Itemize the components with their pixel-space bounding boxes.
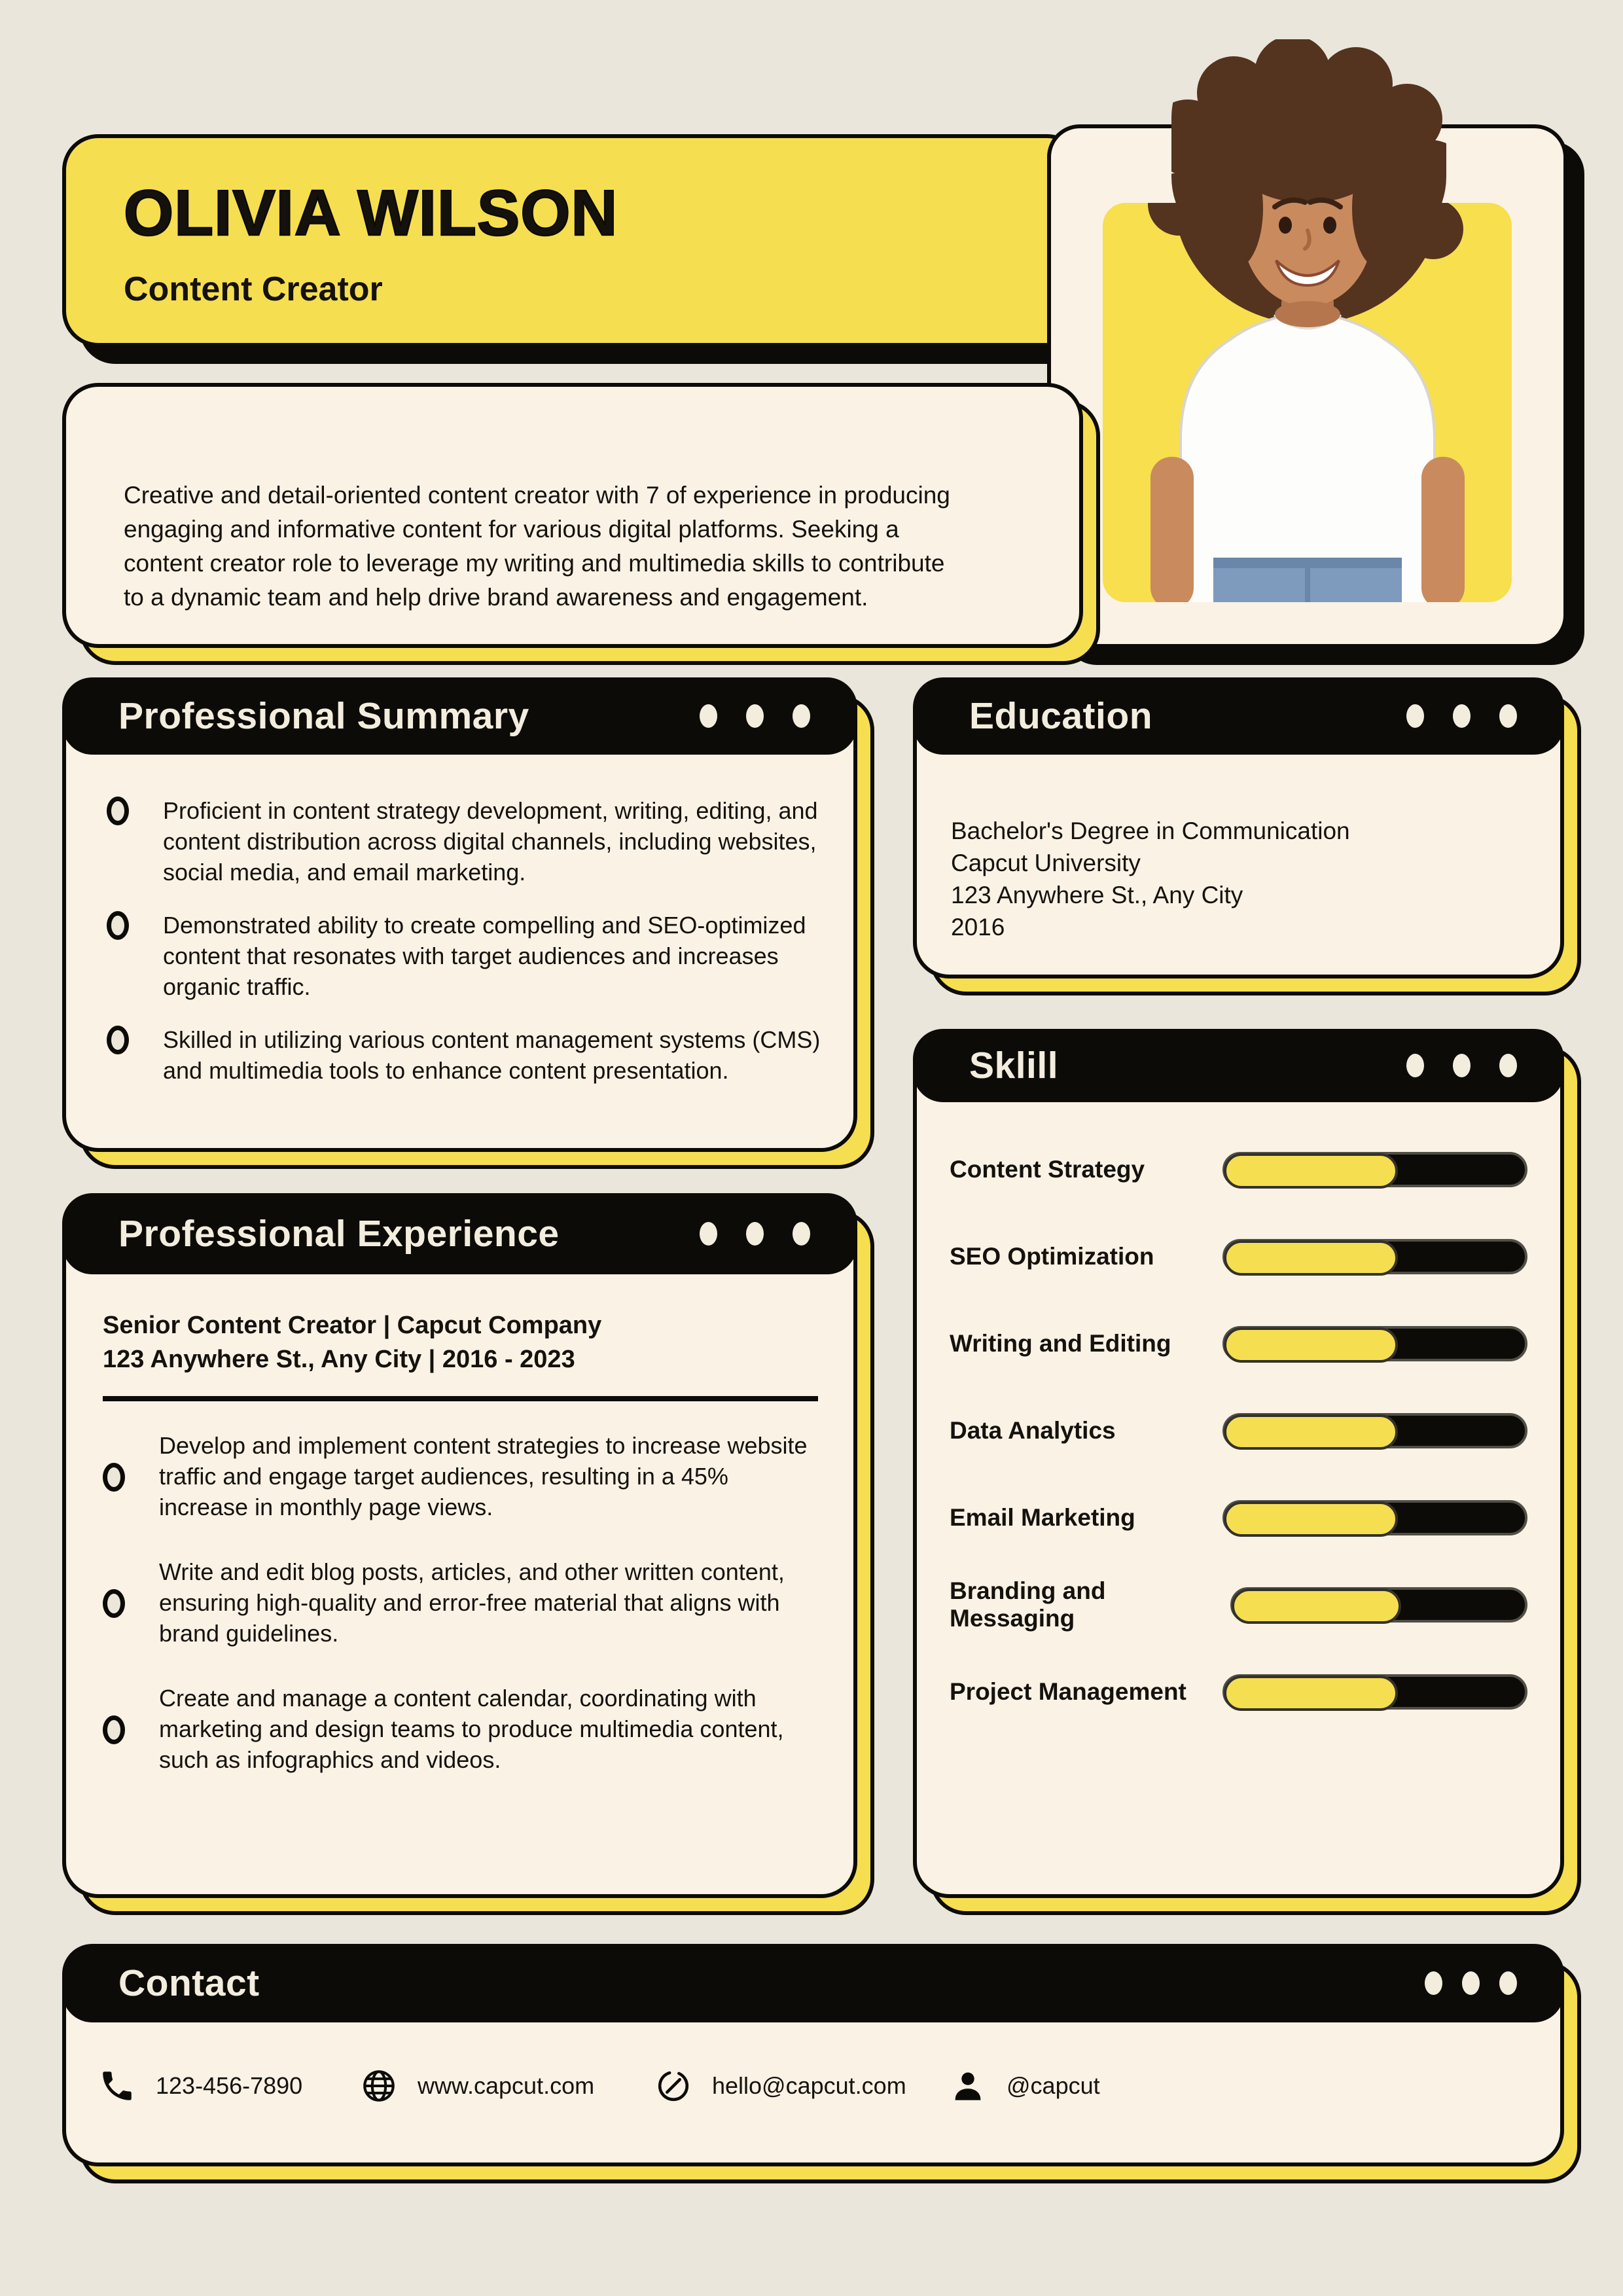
experience-bullet-text: Create and manage a content calendar, coordinating with marketing and design teams to produce multimedia content, such as infographics and videos. — [159, 1685, 784, 1773]
contact-item-website[interactable] — [360, 2067, 594, 2105]
skills-title: Sklill — [969, 1045, 1059, 1086]
window-dot — [1499, 704, 1517, 728]
skill-row — [950, 1413, 1527, 1448]
education-address: 123 Anywhere St., Any City — [951, 882, 1243, 908]
experience-role: Senior Content Creator | Capcut Company — [103, 1312, 602, 1339]
window-dot — [746, 1222, 764, 1246]
experience-title: Professional Experience — [118, 1213, 560, 1255]
skill-bar — [1230, 1587, 1527, 1623]
user-icon — [949, 2067, 987, 2105]
window-dot — [1425, 1971, 1442, 1995]
skill-bar — [1222, 1674, 1527, 1710]
hero-card-body — [62, 134, 1083, 347]
bullet-ring-icon — [103, 1715, 125, 1744]
portrait-photo — [1067, 33, 1544, 609]
experience-card — [62, 1193, 857, 1898]
skill-label: Data Analytics — [950, 1417, 1116, 1444]
skills-header-bar — [913, 1029, 1564, 1102]
window-dots — [1425, 1971, 1517, 1995]
summary-card — [62, 677, 857, 1152]
contact-item-phone[interactable] — [98, 2067, 302, 2105]
window-dots — [700, 704, 810, 728]
skill-label: Writing and Editing — [950, 1330, 1171, 1357]
contact-social-value: @capcut — [1007, 2072, 1100, 2099]
experience-bullet-text: Develop and implement content strategies to increase website traffic and engage target audiences, resulting in a 45% increase in monthly page views. — [159, 1432, 808, 1520]
intro-card-body — [62, 383, 1083, 648]
window-dot — [793, 1222, 810, 1246]
skill-row — [950, 1674, 1527, 1710]
education-year: 2016 — [951, 914, 1005, 941]
skill-row — [950, 1239, 1527, 1274]
experience-bullet — [103, 1430, 818, 1522]
window-dot — [1462, 1971, 1480, 1995]
contact-header-bar — [62, 1944, 1564, 2022]
summary-bullet-text: Demonstrated ability to create compelling and SEO-optimized content that resonates with target audiences and increases organic traffic. — [163, 912, 806, 1000]
experience-bullet — [103, 1683, 818, 1775]
contact-item-email[interactable] — [654, 2067, 906, 2105]
skill-row — [950, 1500, 1527, 1535]
experience-divider — [103, 1396, 818, 1401]
skill-bar-fill — [1224, 1240, 1398, 1276]
window-dot — [1406, 704, 1424, 728]
summary-content — [62, 755, 857, 1152]
skill-bar-fill — [1224, 1153, 1398, 1189]
phone-icon — [98, 2067, 136, 2105]
summary-bullet-text: Proficient in content strategy development, writing, editing, and content distribution across digital channels, including websites, social media, and email marketing. — [163, 797, 818, 886]
bullet-ring-icon — [107, 911, 129, 940]
skill-bar — [1222, 1500, 1527, 1535]
summary-header-bar — [62, 677, 857, 755]
education-school: Capcut University — [951, 850, 1141, 876]
bullet-ring-icon — [107, 1026, 129, 1054]
skills-card — [913, 1029, 1564, 1898]
education-title: Education — [969, 695, 1153, 737]
skill-bar — [1222, 1239, 1527, 1274]
skill-bar — [1222, 1152, 1527, 1187]
summary-title: Professional Summary — [118, 695, 529, 737]
skill-label: Email Marketing — [950, 1504, 1135, 1531]
skill-label: Project Management — [950, 1678, 1186, 1705]
skill-bar-fill — [1224, 1676, 1398, 1711]
experience-meta: 123 Anywhere St., Any City | 2016 - 2023 — [103, 1346, 575, 1373]
intro-paragraph: Creative and detail-oriented content creator with 7 of experience in producing engaging and informative content for various digital platforms. Seeking a content creator role to leverage my writing and multimedia skills to contribute to a dynamic team and help drive brand awareness and engagement. — [124, 482, 950, 611]
window-dots — [1406, 704, 1517, 728]
skill-label: Branding and Messaging — [950, 1577, 1106, 1632]
education-card — [913, 677, 1564, 978]
contact-card — [62, 1944, 1564, 2166]
skills-content — [913, 1102, 1564, 1898]
skill-row — [950, 1152, 1527, 1187]
experience-bullet — [103, 1556, 818, 1649]
skill-bar — [1222, 1413, 1527, 1448]
hero-card — [62, 134, 1083, 347]
role-subtitle: Content Creator — [124, 270, 383, 308]
window-dot — [746, 704, 764, 728]
contact-title: Contact — [118, 1962, 260, 2004]
bullet-ring-icon — [103, 1589, 125, 1618]
window-dot — [793, 704, 810, 728]
email-icon — [654, 2067, 692, 2105]
window-dot — [1453, 704, 1471, 728]
window-dot — [1499, 1054, 1517, 1077]
window-dot — [1406, 1054, 1424, 1077]
contact-phone-value: 123-456-7890 — [156, 2072, 303, 2099]
bullet-ring-icon — [103, 1463, 125, 1492]
experience-bullet-text: Write and edit blog posts, articles, and other written content, ensuring high-quality and error-free material that aligns with brand guidelines. — [159, 1558, 785, 1647]
globe-icon — [360, 2067, 398, 2105]
experience-content — [62, 1274, 857, 1898]
skill-bar-fill — [1232, 1588, 1401, 1624]
skill-bar-fill — [1224, 1327, 1398, 1363]
education-degree: Bachelor's Degree in Communication — [951, 817, 1350, 844]
intro-card — [62, 383, 1083, 648]
summary-bullet — [107, 1024, 825, 1086]
education-content — [913, 755, 1564, 978]
skill-label: Content Strategy — [950, 1156, 1145, 1183]
contact-website-value: www.capcut.com — [418, 2072, 595, 2099]
window-dot — [1499, 1971, 1517, 1995]
contact-item-social[interactable] — [949, 2067, 1100, 2105]
window-dot — [1453, 1054, 1471, 1077]
window-dot — [700, 1222, 717, 1246]
skill-bar-fill — [1224, 1414, 1398, 1450]
page-title: OLIVIA WILSON — [124, 177, 618, 249]
education-header-bar — [913, 677, 1564, 755]
window-dots — [700, 1222, 810, 1246]
window-dot — [700, 704, 717, 728]
skill-row — [950, 1326, 1527, 1361]
contact-email-value: hello@capcut.com — [712, 2072, 906, 2099]
skill-label: SEO Optimization — [950, 1243, 1154, 1270]
summary-bullet — [107, 795, 825, 888]
skill-row — [950, 1577, 1527, 1632]
window-dots — [1406, 1054, 1517, 1077]
bullet-ring-icon — [107, 797, 129, 825]
skill-bar — [1222, 1326, 1527, 1361]
skill-bar-fill — [1224, 1501, 1398, 1537]
summary-bullet — [107, 910, 825, 1002]
experience-header-bar — [62, 1193, 857, 1274]
summary-bullet-text: Skilled in utilizing various content management systems (CMS) and multimedia tools to enhance content presentation. — [163, 1026, 821, 1084]
